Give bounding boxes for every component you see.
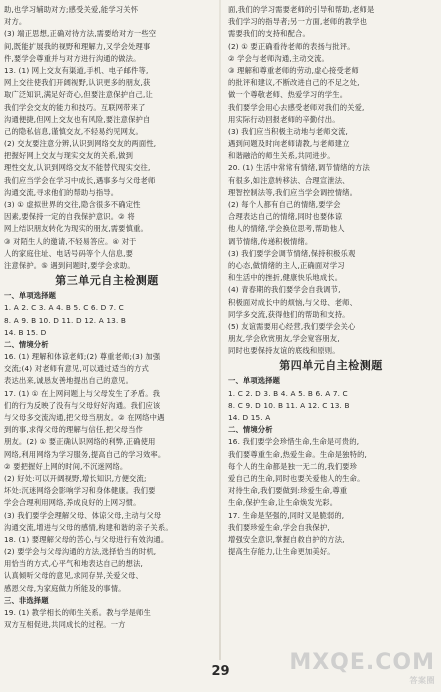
answer-line: 我们学习的指导者;另一方面,老师的教学也 (228, 17, 368, 27)
answer-line: 提高生存能力,让生命更加美好。 (228, 547, 335, 557)
answer-line: 积极面对成长中的烦恼,与父母、老师、 (228, 297, 358, 307)
answer-line: 把握好网上交友与现实交友的关系,做到 (4, 151, 134, 161)
left-column (4, 4, 210, 631)
answer-line: 面,我们的学习需要老师的引导和帮助,老师是 (228, 5, 375, 14)
answer-line: 的心态,做情绪的主人,正确面对学习 (228, 260, 345, 270)
answer-line: 到的事,求得父母的理解与信任,把父母当作 (4, 425, 143, 435)
answer-line: 他人的情绪,学会换位思考,帮助他人 (228, 224, 345, 234)
answer-line: 我们要珍爱生命,学会自我保护, (228, 522, 330, 532)
unit4-analysis-answers (228, 436, 434, 558)
answer-line: 们的行为反映了没有与父母好好沟通。我们应该 (4, 400, 161, 410)
answer-line: 合理表达自己的情绪,同时也要体谅 (228, 212, 343, 222)
unit3-section-title: 第三单元自主检测题 (55, 274, 159, 288)
answer-line: 表达出来,诚恳友善地提出自己的意见。 (4, 376, 134, 386)
answer-line: 调节情绪,传递积极情绪。 (228, 236, 313, 246)
answer-line: 18. (1) 要理解父母的苦心,与父母进行有效沟通。 (4, 534, 169, 544)
answer-line: 己的隐私信息,谨慎交友,不轻易约见网友。 (4, 126, 143, 136)
answer-line: 助,也学习辅助对方;感受关爱,能学习关怀 (4, 5, 139, 14)
answer-line: 13. (1) 网上交友有渠道,手机、电子邮件等, (4, 65, 149, 75)
answer-line: (5) 友谊需要用心经营,我们要学会关心 (228, 321, 356, 331)
right-column (228, 4, 434, 558)
answer-line: 朋友。(2) ① 要正确认识网络的利弊,正确使用 (4, 437, 156, 447)
answer-line: (4) 青春期的我们要学会自我调节, (228, 285, 341, 295)
answer-line: 学会合理利用网络,养成良好的上网习惯。 (4, 498, 141, 508)
unit3-analysis-answers (4, 351, 210, 595)
answer-line: 我们要学会用心去感受老师对我们的关爱, (228, 102, 365, 112)
answer-line: (3) ① 虚拟世界的交往,隐含很多不确定性 (4, 200, 141, 209)
answer-line: 理性交友,认识到网络交友不能替代现实交往, (4, 163, 151, 173)
answer-line: 件,要学会尊重并与对方进行沟通的做法。 (4, 53, 141, 63)
answer-line: 感恩父母,为家庭做力所能及的事情。 (4, 583, 126, 593)
unit3-part2-title: 二、情境分析 (4, 339, 49, 349)
answer-line: 17. (1) ① 在上网问题上与父母发生了矛盾。我 (4, 388, 161, 398)
answer-line: (2) 好处:可以开阔视野,增长知识,方便交流; (4, 473, 147, 483)
answer-line: 生命,保护生命,让生命焕发光彩。 (228, 498, 338, 508)
answer-line: 对待生命,我们要做到:珍爱生命,尊重 (228, 486, 348, 496)
right-top-answers (228, 4, 434, 357)
answer-line: 对方。 (4, 17, 27, 27)
answer-line: 网上结识朋友转化为现实的朋友,需要慎重。 (4, 224, 148, 234)
answer-line: ③ 对陌生人的邀请,不轻易答应。④ 对于 (4, 236, 137, 246)
unit3-part1-title: 一、单项选择题 (4, 291, 57, 301)
answer-line: ② 学会与老师沟通,主动交流。 (228, 53, 329, 63)
unit3-nonchoice-answers (4, 607, 210, 631)
answer-line: 14. D 15. A (228, 413, 271, 422)
answer-line: 做一个尊敬老师、热爱学习的学生。 (228, 90, 348, 100)
answer-line: 我们要尊重生命,热爱生命。生命是独特的, (228, 449, 367, 459)
answer-line: 每个人的生命都是独一无二的,我们要珍 (228, 461, 358, 471)
answer-line: 同时也要保持友谊的底线和原则。 (228, 346, 340, 356)
answer-line: 20. (1) 生活中常常有情绪,调节情绪的方法 (228, 163, 370, 173)
unit4-part2-title: 二、情境分析 (228, 425, 273, 435)
answer-line: (2) 交友要注意分辨,认识到网络交友的两面性, (4, 139, 157, 149)
answer-line: 与父母多交流沟通,把父母当朋友。② 在网络中遇 (4, 413, 165, 422)
answer-line: 14. B 15. D (4, 327, 47, 337)
answer-line: 遇到问题及时向老师请教,与老师建立 (228, 139, 350, 149)
unit3-choice-answers (4, 302, 210, 339)
answer-line: 沟通便捷,但网上交友也有风险,要注意保护自 (4, 114, 151, 124)
page-fold (219, 0, 221, 660)
answer-line: 1. C 2. D 3. B 4. A 5. B 6. A 7. C (228, 388, 348, 398)
answer-line: 16. 我们要学会珍惜生命,生命是可贵的, (228, 437, 360, 447)
answer-line: 8. C 9. D 10. B 11. A 12. C 13. B (228, 400, 350, 410)
answer-line: 交流;(4) 对老师有意见,可以通过适当的方式 (4, 364, 149, 374)
unit3-part3-title: 三、非选择题 (4, 595, 49, 605)
answer-line: (2) 每个人都有自己的情绪,要学会 (228, 200, 341, 209)
answer-line: 的批评和建议,不断改进自己的不足之处, (228, 78, 360, 88)
watermark-sub: 答案圈 (409, 676, 435, 685)
answer-line: 间,既能扩展我的视野和理解力,又学会处理事 (4, 41, 151, 51)
answer-line: (2) ① 要正确看待老师的表扬与批评。 (228, 41, 355, 51)
answer-line: 用实际行动回报老师的辛勤付出。 (228, 114, 340, 124)
answer-line: 网络,利用网络为学习服务,提高自己的学习效率。 (4, 449, 166, 459)
answer-line: 1. A 2. C 3. A 4. B 5. C 6. D 7. C (4, 303, 124, 313)
answer-line: 注意保护。⑤ 遇到问题时,要学会求助。 (4, 260, 135, 270)
answer-line: 和谐融洽的师生关系,共同进步。 (228, 151, 335, 161)
watermark-logo (289, 650, 435, 686)
answer-line: 理智控制法等,我们应当学会调控情绪。 (228, 187, 358, 197)
answer-line: (3) 端正思想,正确对待方法,需要给对方一些空 (4, 29, 157, 39)
answer-line: 需要我们的支持和配合。 (228, 29, 310, 39)
answer-line: 8. A 9. B 10. D 11. D 12. A 13. B (4, 315, 127, 325)
answer-line: 认真倾听父母的意见,求同存异,关爱父母、 (4, 571, 143, 581)
watermark-main: MXQE.COM (289, 650, 435, 675)
answer-line: (3) 我们要学会调节情绪,保持积极乐观 (228, 248, 356, 258)
answer-line: ② 要把握好上网的时间,不沉迷网络。 (4, 461, 128, 471)
answer-line: (2) 要学会与父母沟通的方法,选择恰当的时机, (4, 547, 157, 557)
answer-line: 人的家庭住址、电话号码等个人信息,要 (4, 248, 134, 258)
answer-line: 沟通交流,增进与父母的感情,构建和谐的亲子关系。 (4, 522, 173, 532)
answer-line: 双方互相促进,共同成长的过程。一方 (4, 620, 126, 630)
answer-line: 和生活中的挫折,健康快乐地成长。 (228, 273, 343, 283)
unit4-choice-answers (228, 388, 434, 425)
answer-line: 增强安全意识,掌握自救自护的方法, (228, 534, 345, 544)
answer-line: 我们应当学会在学习中成长,遇事多与父母老师 (4, 175, 156, 185)
answer-line: 用恰当的方式,心平气和地表达自己的想法, (4, 559, 143, 569)
answer-line: 我们学会交友的能力和技巧。互联网带来了 (4, 102, 146, 112)
answer-line: 朋友,学会欣赏朋友,学会宽容朋友, (228, 334, 340, 344)
left-top-answers (4, 4, 210, 272)
answer-line: 沟通交流,寻求他们的帮助与指导。 (4, 187, 119, 197)
answer-line: (3) 我们要学会理解父母、体谅父母,主动与父母 (4, 510, 162, 520)
answer-line: 16. (1) 理解和体谅老师;(2) 尊重老师;(3) 加强 (4, 352, 161, 362)
answer-line: 同学多交流,获得他们的帮助和支持。 (228, 309, 350, 319)
answer-line: 爱自己的生命,同时也要关爱他人的生命。 (228, 473, 365, 483)
answer-line: 17. 生命是坚强的,同时又是脆弱的, (228, 510, 345, 520)
answer-line: ③ 理解和尊重老师的劳动,虚心接受老师 (228, 65, 359, 75)
unit4-part1-title: 一、单项选择题 (228, 376, 281, 386)
answer-line: 网上交往使我们开阔视野,认识更多的朋友,获 (4, 78, 151, 88)
answer-line: 19. (1) 教学相长的师生关系。教与学是师生 (4, 608, 151, 617)
page-number: 29 (211, 664, 230, 679)
answer-line: 取广泛知识,满足好奇心,但要注意保护自己,让 (4, 90, 153, 100)
answer-line: (3) 我们应当积极主动地与老师交流, (228, 126, 348, 136)
unit4-section-title: 第四单元自主检测题 (279, 359, 383, 373)
answer-line: 因素,要保持一定的自我保护意识。② 将 (4, 212, 135, 222)
answer-line: 有很多,如注意转移法、合理宣泄法、 (228, 175, 350, 185)
answer-line: 坏处:沉迷网络会影响学习和身体健康。我们要 (4, 486, 156, 496)
